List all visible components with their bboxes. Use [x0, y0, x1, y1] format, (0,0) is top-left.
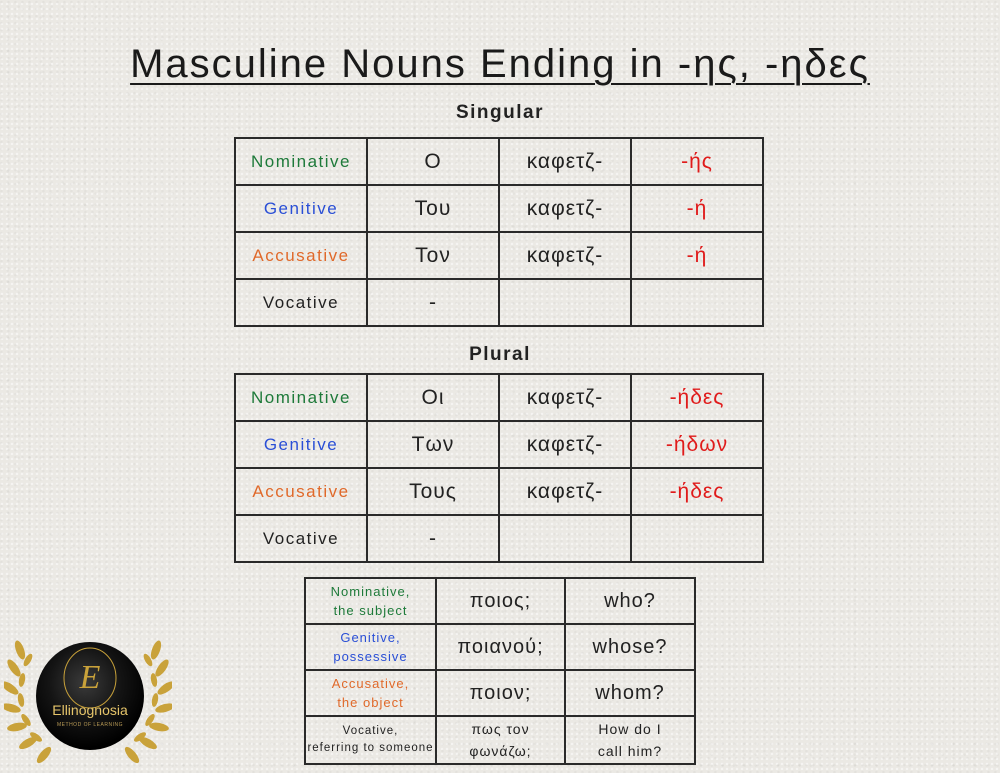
- case-line: Genitive,: [340, 630, 401, 645]
- greek-line: φωνάζω;: [469, 743, 532, 759]
- logo-monogram: E: [79, 659, 101, 696]
- plural-table: [234, 373, 764, 563]
- case-line: Nominative,: [330, 584, 411, 599]
- ending-cell: -ήδων: [631, 421, 763, 468]
- table-row: [235, 515, 763, 562]
- article-cell: Του: [367, 185, 499, 232]
- article-cell: -: [367, 279, 499, 326]
- plural-label: Plural: [469, 344, 531, 365]
- case-line: possessive: [333, 649, 408, 664]
- ending-cell: -ή: [631, 185, 763, 232]
- case-nominative: Nominative: [235, 374, 367, 421]
- ellinognosia-logo: [4, 628, 172, 768]
- singular-table: [234, 137, 764, 327]
- question-case-cell: [305, 624, 436, 670]
- table-row: [235, 421, 763, 468]
- stem-cell: καφετζ-: [499, 232, 631, 279]
- table-row: [305, 624, 695, 670]
- article-cell: Τον: [367, 232, 499, 279]
- question-case-cell: [305, 670, 436, 716]
- stem-cell: καφετζ-: [499, 468, 631, 515]
- ending-cell: -ή: [631, 232, 763, 279]
- question-english-cell: whose?: [565, 624, 695, 670]
- stem-cell: καφετζ-: [499, 374, 631, 421]
- case-genitive: Genitive: [235, 421, 367, 468]
- ending-cell: -ής: [631, 138, 763, 185]
- table-row: [305, 578, 695, 624]
- table-row: [305, 716, 695, 764]
- article-cell: -: [367, 515, 499, 562]
- table-row: [235, 374, 763, 421]
- question-case-cell: [305, 578, 436, 624]
- question-table: [304, 577, 696, 765]
- english-line: call him?: [597, 743, 663, 759]
- case-accusative: Accusative: [235, 468, 367, 515]
- ending-cell: -ήδες: [631, 468, 763, 515]
- ending-cell: -ήδες: [631, 374, 763, 421]
- question-english-cell: [565, 716, 695, 764]
- case-genitive: Genitive: [235, 185, 367, 232]
- stem-cell: καφετζ-: [499, 138, 631, 185]
- case-vocative: Vocative: [235, 515, 367, 562]
- page-title: Masculine Nouns Ending in -ης, -ηδες: [130, 42, 870, 86]
- stem-cell: [499, 515, 631, 562]
- case-line: the object: [337, 695, 404, 710]
- article-cell: Τους: [367, 468, 499, 515]
- table-row: [235, 468, 763, 515]
- table-row: [235, 138, 763, 185]
- case-line: the subject: [333, 603, 408, 618]
- case-line: Vocative,: [342, 725, 399, 737]
- ending-cell: [631, 515, 763, 562]
- question-case-cell: [305, 716, 436, 764]
- case-accusative: Accusative: [235, 232, 367, 279]
- greek-line: πως τον: [471, 721, 530, 737]
- logo-tagline: METHOD OF LEARNING: [57, 722, 123, 728]
- case-line: referring to someone: [307, 742, 434, 754]
- singular-label: Singular: [455, 102, 544, 123]
- question-greek-cell: ποιον;: [436, 670, 565, 716]
- stem-cell: καφετζ-: [499, 185, 631, 232]
- table-row: [235, 185, 763, 232]
- table-row: [305, 670, 695, 716]
- logo-brand: Ellinognosia: [52, 702, 128, 718]
- case-vocative: Vocative: [235, 279, 367, 326]
- question-greek-cell: ποιανού;: [436, 624, 565, 670]
- table-row: [235, 279, 763, 326]
- question-greek-cell: ποιος;: [436, 578, 565, 624]
- ending-cell: [631, 279, 763, 326]
- article-cell: Ο: [367, 138, 499, 185]
- article-cell: Των: [367, 421, 499, 468]
- english-line: How do I: [598, 721, 662, 737]
- table-row: [235, 232, 763, 279]
- case-nominative: Nominative: [235, 138, 367, 185]
- case-line: Accusative,: [331, 676, 410, 691]
- question-english-cell: whom?: [565, 670, 695, 716]
- question-english-cell: who?: [565, 578, 695, 624]
- stem-cell: [499, 279, 631, 326]
- stem-cell: καφετζ-: [499, 421, 631, 468]
- article-cell: Οι: [367, 374, 499, 421]
- question-greek-cell: [436, 716, 565, 764]
